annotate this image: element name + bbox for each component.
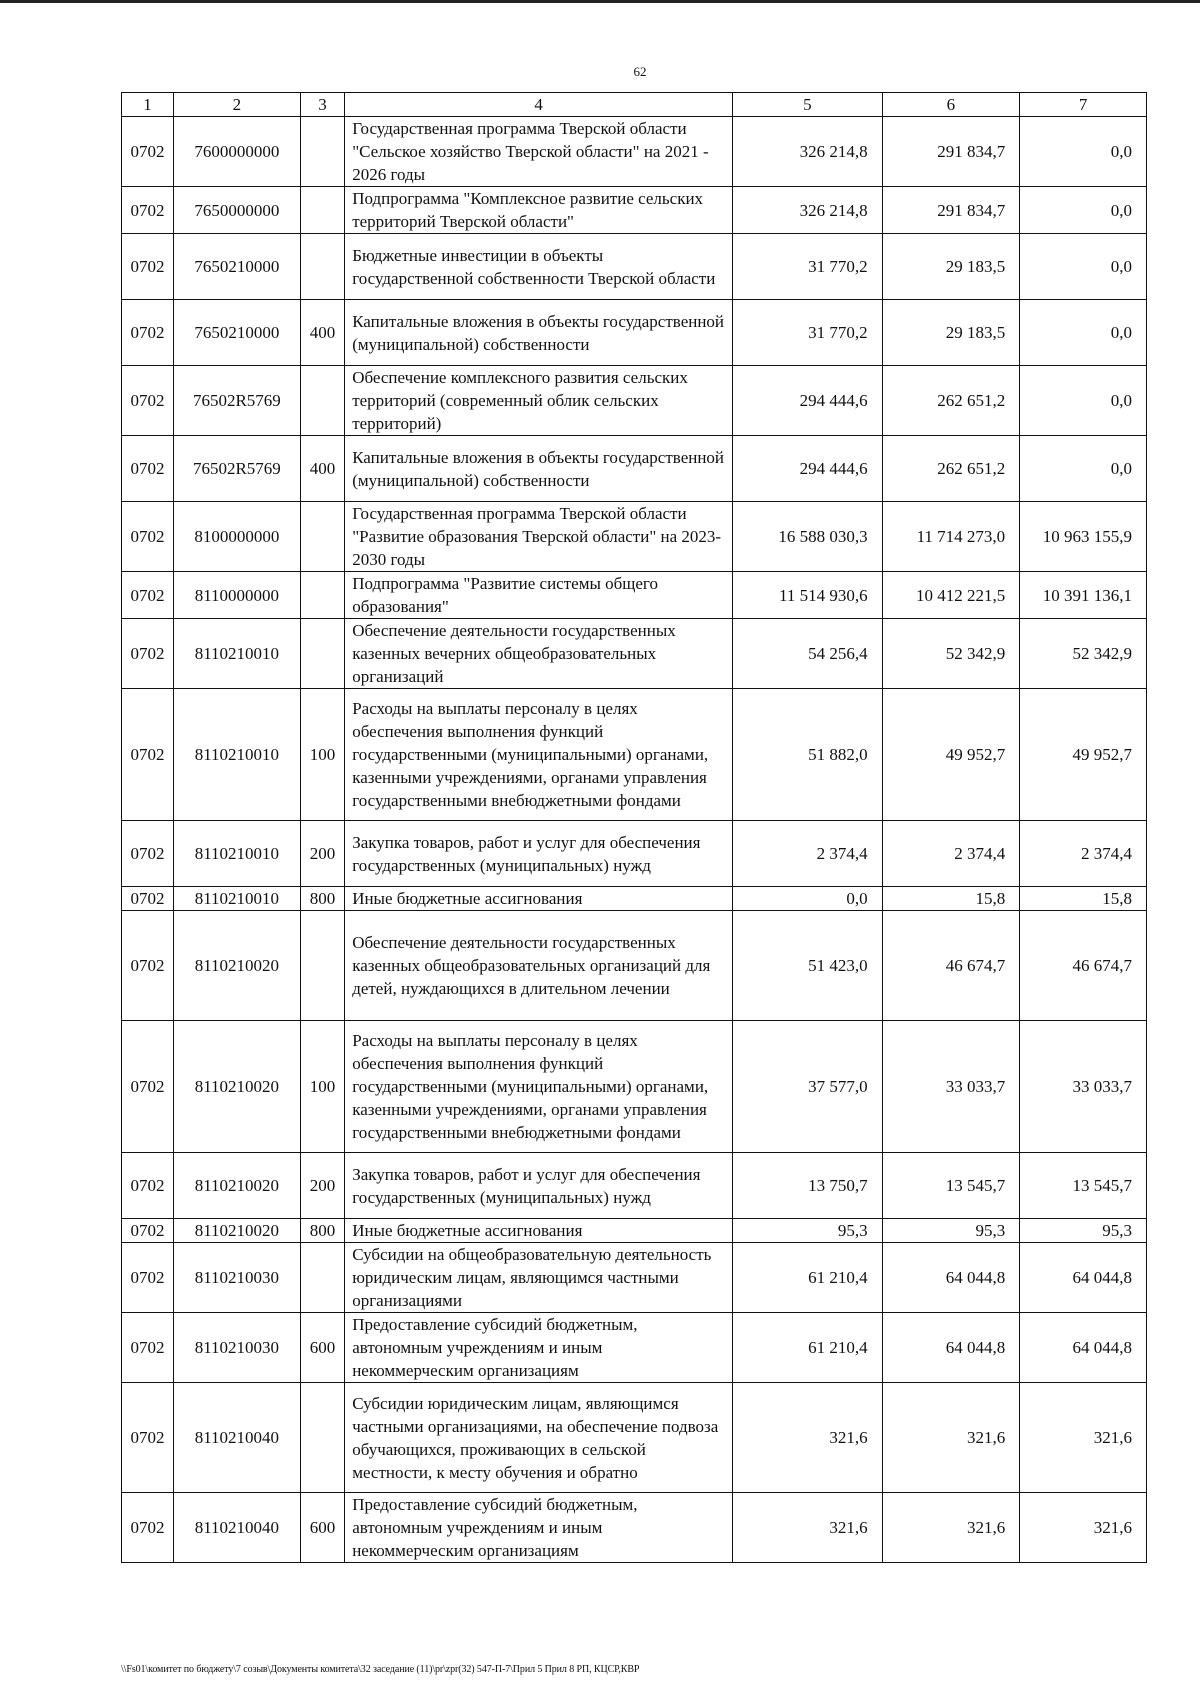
cell-amount-5: 13 750,7 xyxy=(733,1153,883,1219)
cell-name: Государственная программа Тверской области "Сельское хозяйство Тверской области" на 2021 - 2026 годы xyxy=(345,117,733,187)
cell-name: Закупка товаров, работ и услуг для обеспечения государственных (муниципальных) нужд xyxy=(345,821,733,887)
table-row xyxy=(122,1383,1147,1493)
cell-amount-6: 291 834,7 xyxy=(882,117,1020,187)
cell-amount-7: 0,0 xyxy=(1020,366,1147,436)
cell-amount-7: 95,3 xyxy=(1020,1219,1147,1243)
cell-section: 0702 xyxy=(122,1153,174,1219)
cell-section: 0702 xyxy=(122,1313,174,1383)
header-col-4: 4 xyxy=(345,93,733,117)
cell-amount-5: 294 444,6 xyxy=(733,436,883,502)
header-col-1: 1 xyxy=(122,93,174,117)
table-row xyxy=(122,187,1147,234)
cell-target-code: 76502R5769 xyxy=(174,366,301,436)
cell-expense-type: 100 xyxy=(300,1021,344,1153)
cell-target-code: 76502R5769 xyxy=(174,436,301,502)
cell-name: Государственная программа Тверской области "Развитие образования Тверской области" на 2023-2030 годы xyxy=(345,502,733,572)
cell-target-code: 8110210020 xyxy=(174,1219,301,1243)
cell-expense-type: 800 xyxy=(300,1219,344,1243)
cell-amount-6: 262 651,2 xyxy=(882,366,1020,436)
cell-amount-6: 11 714 273,0 xyxy=(882,502,1020,572)
cell-name: Капитальные вложения в объекты государственной (муниципальной) собственности xyxy=(345,300,733,366)
cell-section: 0702 xyxy=(122,436,174,502)
cell-amount-6: 49 952,7 xyxy=(882,689,1020,821)
page-number: 62 xyxy=(633,64,647,79)
cell-amount-6: 321,6 xyxy=(882,1383,1020,1493)
table-row xyxy=(122,366,1147,436)
cell-amount-7: 33 033,7 xyxy=(1020,1021,1147,1153)
table-row xyxy=(122,436,1147,502)
table-row xyxy=(122,1153,1147,1219)
cell-expense-type xyxy=(300,911,344,1021)
cell-target-code: 7650210000 xyxy=(174,234,301,300)
cell-name: Подпрограмма "Развитие системы общего образования" xyxy=(345,572,733,619)
cell-expense-type xyxy=(300,234,344,300)
cell-expense-type xyxy=(300,117,344,187)
cell-amount-5: 31 770,2 xyxy=(733,234,883,300)
file-path-footer: \\Fs01\комитет по бюджету\7 созыв\Документы комитета\32 заседание (11)\pr\zpr(32) 547-П-7\Прил 5 Прил 8 РП, КЦСР,КВР xyxy=(121,1664,640,1675)
cell-amount-6: 10 412 221,5 xyxy=(882,572,1020,619)
cell-target-code: 8110210020 xyxy=(174,1153,301,1219)
cell-name: Предоставление субсидий бюджетным, автономным учреждениям и иным некоммерческим организациям xyxy=(345,1493,733,1563)
table-row xyxy=(122,689,1147,821)
cell-section: 0702 xyxy=(122,300,174,366)
cell-section: 0702 xyxy=(122,689,174,821)
cell-section: 0702 xyxy=(122,366,174,436)
table-row xyxy=(122,1243,1147,1313)
cell-amount-7: 15,8 xyxy=(1020,887,1147,911)
cell-expense-type: 100 xyxy=(300,689,344,821)
cell-name: Расходы на выплаты персоналу в целях обеспечения выполнения функций государственными (муниципальными) органами, казенными учреждениями, органами управления государственными внебюджетными фондами xyxy=(345,1021,733,1153)
table-row xyxy=(122,502,1147,572)
cell-expense-type xyxy=(300,366,344,436)
cell-expense-type xyxy=(300,187,344,234)
cell-section: 0702 xyxy=(122,1493,174,1563)
cell-expense-type: 600 xyxy=(300,1493,344,1563)
cell-amount-7: 10 963 155,9 xyxy=(1020,502,1147,572)
cell-target-code: 8110210040 xyxy=(174,1493,301,1563)
cell-expense-type xyxy=(300,502,344,572)
cell-amount-6: 52 342,9 xyxy=(882,619,1020,689)
cell-target-code: 8110210020 xyxy=(174,911,301,1021)
cell-amount-5: 2 374,4 xyxy=(733,821,883,887)
cell-target-code: 8110210020 xyxy=(174,1021,301,1153)
cell-section: 0702 xyxy=(122,117,174,187)
cell-name: Субсидии юридическим лицам, являющимся частными организациями, на обеспечение подвоза обучающихся, проживающих в сельской местности, к месту обучения и обратно xyxy=(345,1383,733,1493)
cell-name: Предоставление субсидий бюджетным, автономным учреждениям и иным некоммерческим организациям xyxy=(345,1313,733,1383)
cell-amount-7: 64 044,8 xyxy=(1020,1313,1147,1383)
cell-target-code: 8110210010 xyxy=(174,619,301,689)
cell-amount-6: 64 044,8 xyxy=(882,1313,1020,1383)
cell-amount-7: 0,0 xyxy=(1020,187,1147,234)
cell-amount-5: 321,6 xyxy=(733,1383,883,1493)
cell-amount-6: 29 183,5 xyxy=(882,300,1020,366)
cell-target-code: 8110210040 xyxy=(174,1383,301,1493)
cell-amount-5: 11 514 930,6 xyxy=(733,572,883,619)
cell-name: Обеспечение деятельности государственных казенных общеобразовательных организаций для детей, нуждающихся в длительном лечении xyxy=(345,911,733,1021)
cell-amount-5: 321,6 xyxy=(733,1493,883,1563)
header-col-5: 5 xyxy=(733,93,883,117)
cell-expense-type: 200 xyxy=(300,1153,344,1219)
cell-section: 0702 xyxy=(122,887,174,911)
cell-amount-7: 0,0 xyxy=(1020,117,1147,187)
table-row xyxy=(122,911,1147,1021)
cell-amount-7: 2 374,4 xyxy=(1020,821,1147,887)
cell-amount-7: 10 391 136,1 xyxy=(1020,572,1147,619)
cell-name: Капитальные вложения в объекты государственной (муниципальной) собственности xyxy=(345,436,733,502)
cell-amount-5: 31 770,2 xyxy=(733,300,883,366)
cell-expense-type: 200 xyxy=(300,821,344,887)
cell-amount-5: 294 444,6 xyxy=(733,366,883,436)
cell-amount-6: 15,8 xyxy=(882,887,1020,911)
cell-target-code: 8100000000 xyxy=(174,502,301,572)
table-row xyxy=(122,234,1147,300)
cell-target-code: 7650000000 xyxy=(174,187,301,234)
cell-expense-type: 800 xyxy=(300,887,344,911)
cell-amount-7: 0,0 xyxy=(1020,300,1147,366)
header-row xyxy=(122,93,1147,117)
cell-expense-type xyxy=(300,572,344,619)
cell-name: Иные бюджетные ассигнования xyxy=(345,1219,733,1243)
cell-expense-type: 400 xyxy=(300,300,344,366)
table-row xyxy=(122,1493,1147,1563)
cell-section: 0702 xyxy=(122,572,174,619)
cell-name: Подпрограмма "Комплексное развитие сельских территорий Тверской области" xyxy=(345,187,733,234)
cell-amount-7: 0,0 xyxy=(1020,436,1147,502)
cell-amount-5: 0,0 xyxy=(733,887,883,911)
cell-amount-5: 51 423,0 xyxy=(733,911,883,1021)
cell-amount-5: 61 210,4 xyxy=(733,1243,883,1313)
cell-name: Обеспечение комплексного развития сельских территорий (современный облик сельских территорий) xyxy=(345,366,733,436)
table-body xyxy=(122,117,1147,1563)
cell-name: Бюджетные инвестиции в объекты государственной собственности Тверской области xyxy=(345,234,733,300)
header-col-6: 6 xyxy=(882,93,1020,117)
cell-amount-6: 29 183,5 xyxy=(882,234,1020,300)
cell-amount-5: 95,3 xyxy=(733,1219,883,1243)
cell-expense-type: 600 xyxy=(300,1313,344,1383)
cell-amount-7: 49 952,7 xyxy=(1020,689,1147,821)
cell-section: 0702 xyxy=(122,911,174,1021)
cell-section: 0702 xyxy=(122,619,174,689)
table-row xyxy=(122,1021,1147,1153)
cell-amount-5: 37 577,0 xyxy=(733,1021,883,1153)
cell-amount-6: 291 834,7 xyxy=(882,187,1020,234)
cell-amount-5: 326 214,8 xyxy=(733,117,883,187)
table-row xyxy=(122,887,1147,911)
cell-target-code: 7650210000 xyxy=(174,300,301,366)
table-row xyxy=(122,1219,1147,1243)
cell-expense-type xyxy=(300,1383,344,1493)
header-col-3: 3 xyxy=(300,93,344,117)
budget-table xyxy=(121,92,1147,1563)
cell-section: 0702 xyxy=(122,821,174,887)
cell-amount-7: 13 545,7 xyxy=(1020,1153,1147,1219)
cell-amount-6: 33 033,7 xyxy=(882,1021,1020,1153)
top-rule xyxy=(0,0,1200,3)
cell-target-code: 8110210030 xyxy=(174,1313,301,1383)
table-row xyxy=(122,300,1147,366)
cell-section: 0702 xyxy=(122,502,174,572)
cell-target-code: 7600000000 xyxy=(174,117,301,187)
cell-amount-5: 51 882,0 xyxy=(733,689,883,821)
cell-name: Расходы на выплаты персоналу в целях обеспечения выполнения функций государственными (муниципальными) органами, казенными учреждениями, органами управления государственными внебюджетными фондами xyxy=(345,689,733,821)
table-row xyxy=(122,572,1147,619)
cell-amount-7: 321,6 xyxy=(1020,1383,1147,1493)
cell-target-code: 8110210010 xyxy=(174,887,301,911)
cell-amount-6: 13 545,7 xyxy=(882,1153,1020,1219)
cell-expense-type xyxy=(300,1243,344,1313)
cell-section: 0702 xyxy=(122,1021,174,1153)
table-row xyxy=(122,117,1147,187)
cell-section: 0702 xyxy=(122,1383,174,1493)
cell-amount-6: 95,3 xyxy=(882,1219,1020,1243)
cell-name: Субсидии на общеобразовательную деятельность юридическим лицам, являющимся частными организациями xyxy=(345,1243,733,1313)
cell-section: 0702 xyxy=(122,234,174,300)
cell-target-code: 8110210010 xyxy=(174,821,301,887)
cell-amount-6: 321,6 xyxy=(882,1493,1020,1563)
cell-target-code: 8110210030 xyxy=(174,1243,301,1313)
cell-amount-5: 61 210,4 xyxy=(733,1313,883,1383)
cell-amount-7: 321,6 xyxy=(1020,1493,1147,1563)
cell-section: 0702 xyxy=(122,1243,174,1313)
cell-expense-type: 400 xyxy=(300,436,344,502)
cell-amount-5: 16 588 030,3 xyxy=(733,502,883,572)
cell-amount-6: 262 651,2 xyxy=(882,436,1020,502)
budget-table-container xyxy=(121,92,1147,1563)
cell-target-code: 8110000000 xyxy=(174,572,301,619)
cell-amount-7: 52 342,9 xyxy=(1020,619,1147,689)
cell-amount-6: 64 044,8 xyxy=(882,1243,1020,1313)
table-row xyxy=(122,821,1147,887)
cell-amount-5: 326 214,8 xyxy=(733,187,883,234)
cell-amount-7: 64 044,8 xyxy=(1020,1243,1147,1313)
table-row xyxy=(122,1313,1147,1383)
cell-name: Иные бюджетные ассигнования xyxy=(345,887,733,911)
cell-amount-6: 46 674,7 xyxy=(882,911,1020,1021)
cell-section: 0702 xyxy=(122,1219,174,1243)
cell-section: 0702 xyxy=(122,187,174,234)
cell-target-code: 8110210010 xyxy=(174,689,301,821)
header-col-2: 2 xyxy=(174,93,301,117)
table-row xyxy=(122,619,1147,689)
cell-amount-5: 54 256,4 xyxy=(733,619,883,689)
cell-amount-7: 0,0 xyxy=(1020,234,1147,300)
cell-amount-6: 2 374,4 xyxy=(882,821,1020,887)
cell-name: Закупка товаров, работ и услуг для обеспечения государственных (муниципальных) нужд xyxy=(345,1153,733,1219)
header-col-7: 7 xyxy=(1020,93,1147,117)
cell-amount-7: 46 674,7 xyxy=(1020,911,1147,1021)
cell-expense-type xyxy=(300,619,344,689)
cell-name: Обеспечение деятельности государственных казенных вечерних общеобразовательных организаций xyxy=(345,619,733,689)
